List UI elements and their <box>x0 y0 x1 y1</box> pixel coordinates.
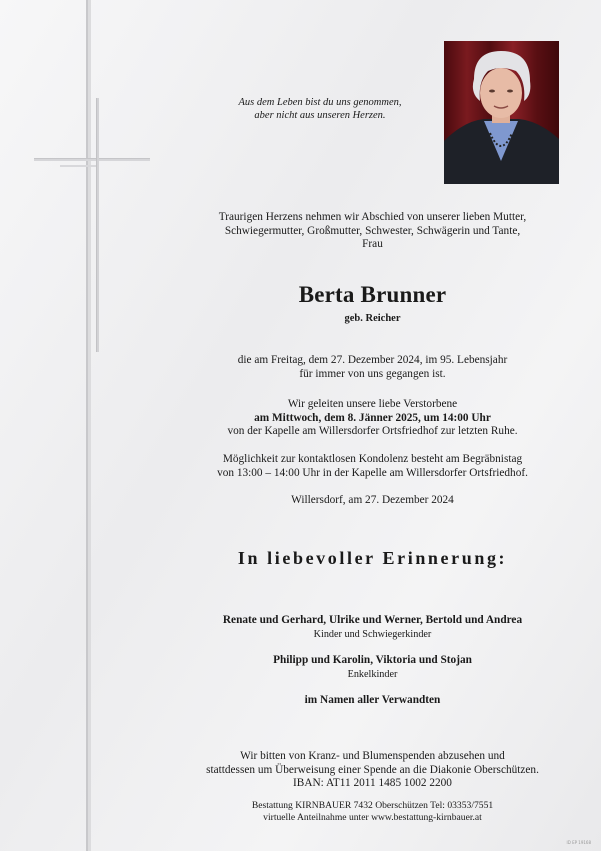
quote-line: aber nicht aus unseren Herzen. <box>254 110 386 121</box>
death-line: für immer von uns gegangen ist. <box>299 367 446 380</box>
company-line: Bestattung KIRNBAUER 7432 Oberschützen Tel: 03353/7551 <box>251 800 494 811</box>
condolence-line: von 13:00 – 14:00 Uhr in der Kapelle am Willersdorfer Ortsfriedhof. <box>217 466 528 479</box>
donation-line: stattdessen um Überweisung einer Spende an die Diakonie Oberschützen. <box>206 763 539 776</box>
mourner-names: Renate und Gerhard, Ulrike und Werner, Bertold und Andrea <box>222 614 523 626</box>
funeral-date: am Mittwoch, dem 8. Jänner 2025, um 14:00 Uhr <box>254 411 491 424</box>
iban: IBAN: AT11 2011 1485 1002 2200 <box>293 777 452 789</box>
quote-line: Aus dem Leben bist du uns genommen, <box>238 97 402 108</box>
remember-heading: In liebevoller Erinnerung: <box>237 548 508 568</box>
mourner-names: Philipp und Karolin, Viktoria und Stojan <box>273 654 472 666</box>
condolence-line: Möglichkeit zur kontaktlosen Kondolenz besteht am Begräbnistag <box>222 453 523 465</box>
mourner-relation: Enkelkinder <box>347 668 398 680</box>
donation-info <box>180 750 565 791</box>
death-notice <box>180 354 565 381</box>
portrait-photo <box>444 41 559 184</box>
funeral-company <box>180 800 565 824</box>
deceased-name: Berta Brunner <box>298 282 447 307</box>
place-date: Willersdorf, am 27. Dezember 2024 <box>291 494 454 506</box>
intro-line: Frau <box>362 238 383 250</box>
intro-line: Schwiegermutter, Großmutter, Schwester, Schwägerin und Tante, <box>224 224 521 237</box>
mourners-grandchildren <box>180 654 565 681</box>
condolence-info <box>180 453 565 480</box>
relatives-line: im Namen aller Verwandten <box>304 694 441 706</box>
donation-line: Wir bitten von Kranz- und Blumenspenden abzusehen und <box>240 750 505 762</box>
funeral-info <box>180 398 565 439</box>
memorial-quote <box>200 96 440 122</box>
mourners-children <box>180 614 565 641</box>
company-website: virtuelle Anteilnahme unter www.bestattung-kirnbauer.at <box>263 812 482 823</box>
cross-icon <box>30 0 160 851</box>
funeral-line: von der Kapelle am Willersdorfer Ortsfriedhof zur letzten Ruhe. <box>227 425 518 437</box>
intro-text <box>180 211 565 252</box>
intro-line: Traurigen Herzens nehmen wir Abschied von unserer lieben Mutter, <box>218 211 527 223</box>
mourner-relation: Kinder und Schwiegerkinder <box>313 628 432 640</box>
footer-code: ID EP 19168 <box>566 840 591 845</box>
death-line: die am Freitag, dem 27. Dezember 2024, im 95. Lebensjahr <box>237 354 508 366</box>
funeral-line: Wir geleiten unsere liebe Verstorbene <box>287 398 458 410</box>
birth-name: geb. Reicher <box>344 313 401 324</box>
